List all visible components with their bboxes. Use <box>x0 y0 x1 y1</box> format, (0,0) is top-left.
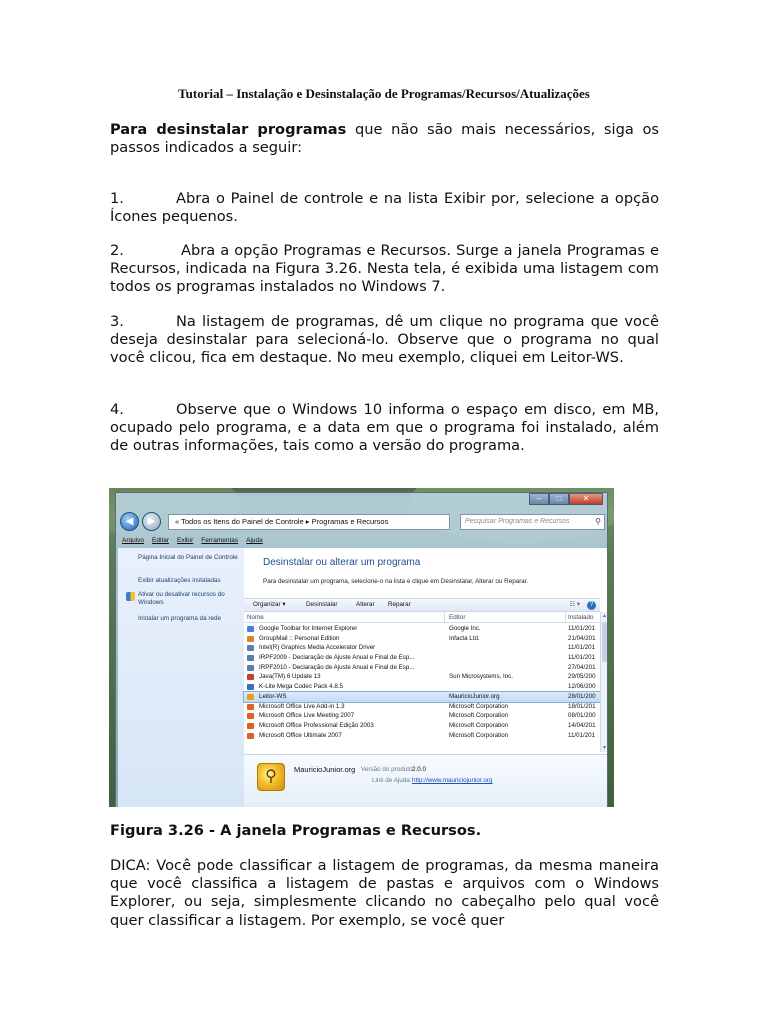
column-name[interactable]: Nome <box>247 614 264 621</box>
program-install-date: 27/04/201 <box>568 663 596 671</box>
program-row[interactable] <box>244 692 600 702</box>
step-number: 2. <box>110 242 124 259</box>
column-installed[interactable]: Instalado <box>568 614 594 621</box>
link-installed-updates[interactable]: Exibir atualizações instaladas <box>138 577 221 584</box>
window-frame <box>115 492 608 807</box>
address-row <box>120 511 605 533</box>
menu-editar[interactable]: Editar <box>152 537 170 544</box>
details-publisher: MauricioJunior.org <box>294 765 356 774</box>
program-install-date: 18/01/201 <box>568 702 596 710</box>
program-install-date: 21/04/201 <box>568 634 596 642</box>
program-row[interactable] <box>244 643 600 653</box>
column-divider <box>565 612 566 623</box>
menu-ajuda[interactable]: Ajuda <box>246 537 263 544</box>
change-button[interactable]: Alterar <box>356 601 375 608</box>
menu-arquivo[interactable]: Arquivo <box>122 537 145 544</box>
step-2 <box>110 242 659 297</box>
link-control-panel-home[interactable]: Página Inicial do Painel de Controle <box>138 554 238 561</box>
step-1 <box>110 190 659 226</box>
program-install-date: 11/01/201 <box>568 731 596 739</box>
scroll-thumb[interactable] <box>602 622 607 662</box>
program-list-header <box>244 612 600 623</box>
programs-pane <box>244 548 607 807</box>
program-name: IRPF2010 - Declaração de Ajuste Anual e Final de Esp... <box>259 663 415 671</box>
document-title: Tutorial – Instalação e Desinstalação de Programas/Recursos/Atualizações <box>178 86 590 101</box>
version-label: Versão do produto: <box>361 766 415 773</box>
step-number: 1. <box>110 190 124 207</box>
menu-ferramentas[interactable]: Ferramentas <box>201 537 239 544</box>
search-input[interactable] <box>460 514 605 530</box>
maximize-icon[interactable]: □ <box>549 493 569 505</box>
program-list <box>244 624 600 740</box>
pane-description: Para desinstalar um programa, selecione-o na lista e clique em Desinstalar, Alterar ou Reparar. <box>263 578 529 585</box>
program-install-date: 11/01/201 <box>568 625 596 632</box>
uninstall-button[interactable]: Desinstalar <box>306 601 338 608</box>
close-icon[interactable]: ✕ <box>569 493 603 505</box>
program-install-date: 12/06/200 <box>568 683 596 691</box>
program-row[interactable] <box>244 731 600 741</box>
programs-window-screenshot <box>109 488 614 807</box>
window-content <box>118 547 607 807</box>
program-row[interactable] <box>244 711 600 721</box>
menu-exibir[interactable]: Exibir <box>177 537 194 544</box>
program-publisher: Google Inc. <box>449 625 481 632</box>
program-name: Microsoft Office Live Meeting 2007 <box>259 712 355 720</box>
program-row[interactable] <box>244 663 600 673</box>
program-row[interactable] <box>244 721 600 731</box>
vertical-scrollbar[interactable] <box>600 612 607 752</box>
program-install-date: 11/01/201 <box>568 644 596 652</box>
scroll-up-icon[interactable]: ▲ <box>602 613 607 619</box>
program-publisher: Microsoft Corporation <box>449 702 509 710</box>
search-placeholder: Pesquisar Programas e Recursos <box>465 518 570 525</box>
intro-paragraph <box>110 121 659 157</box>
program-name: Java(TM) 6 Update 13 <box>259 673 321 681</box>
step-number: 3. <box>110 313 124 330</box>
program-icon: ⚲ <box>257 763 285 791</box>
help-link-label: Link de Ajuda: <box>372 777 412 784</box>
tip-paragraph: DICA: Você pode classificar a listagem de programas, da mesma maneira que você classifica a listagem de pastas e arquivos com o Windows Explorer, ou seja, simplesmente clicando no cabeçalho pelo qual você quer classificar a listagem. Por exemplo, se você quer <box>110 857 659 929</box>
program-name: GroupMail :: Personal Edition <box>259 634 340 642</box>
help-icon[interactable]: ? <box>587 601 596 610</box>
forward-arrow-icon[interactable]: ▶ <box>142 512 161 531</box>
program-publisher: Sun Microsystems, Inc. <box>449 673 513 681</box>
menu-bar <box>116 535 607 546</box>
step-text: Observe que o Windows 10 informa o espaço em disco, em MB, ocupado pelo programa, e a data em que o programa foi instalado, além de outras informações, tais como a versão do programa. <box>110 401 659 455</box>
program-install-date: 28/01/200 <box>568 692 596 700</box>
pane-heading: Desinstalar ou alterar um programa <box>263 557 421 568</box>
view-options-icon[interactable]: ☷ ▾ <box>569 601 580 608</box>
step-text: Abra a opção Programas e Recursos. Surge a janela Programas e Recursos, indicada na Figura 3.26. Nesta tela, é exibida uma listagem com todos os programas instalados no Windows 7. <box>110 242 659 296</box>
program-name: Intel(R) Graphics Media Accelerator Driver <box>259 644 376 652</box>
program-row[interactable] <box>244 702 600 712</box>
address-bar[interactable]: « Todos os Itens do Painel de Controle ▸ Programas e Recursos <box>168 514 450 530</box>
program-install-date: 14/04/201 <box>568 721 596 729</box>
program-row[interactable] <box>244 682 600 692</box>
step-number: 4. <box>110 401 124 418</box>
window-controls <box>529 493 603 505</box>
task-pane <box>118 548 244 807</box>
link-windows-features[interactable]: Ativar ou desativar recursos do Windows <box>138 591 225 606</box>
program-publisher: Microsoft Corporation <box>449 721 509 729</box>
program-install-date: 08/01/200 <box>568 712 596 720</box>
minimize-icon[interactable]: – <box>529 493 549 505</box>
link-install-from-network[interactable]: Instalar um programa da rede <box>138 615 221 622</box>
program-publisher: MauricioJunior.org <box>449 692 500 700</box>
program-name: Microsoft Office Ultimate 2007 <box>259 731 342 739</box>
search-icon[interactable]: ⚲ <box>595 517 601 526</box>
program-name: IRPF2009 - Declaração de Ajuste Anual e Final de Esp... <box>259 654 415 662</box>
column-divider <box>444 612 445 623</box>
program-publisher: Microsoft Corporation <box>449 712 509 720</box>
organize-button[interactable]: Organizar ▾ <box>253 601 286 608</box>
back-arrow-icon[interactable]: ◀ <box>120 512 139 531</box>
repair-button[interactable]: Reparar <box>388 601 411 608</box>
column-publisher[interactable]: Editor <box>449 614 466 621</box>
program-install-date: 11/01/201 <box>568 654 596 662</box>
step-3 <box>110 313 659 368</box>
program-name: Microsoft Office Live Add-in 1.3 <box>259 702 345 710</box>
scroll-down-icon[interactable]: ▼ <box>602 745 607 751</box>
program-row[interactable] <box>244 634 600 644</box>
step-4 <box>110 401 659 456</box>
help-link[interactable]: http://www.mauriciojunior.org <box>412 777 493 784</box>
program-name: Microsoft Office Professional Edição 2003 <box>259 721 374 729</box>
details-pane <box>244 754 607 807</box>
step-text: Abra o Painel de controle e na lista Exibir por, selecione a opção Ícones pequenos. <box>110 190 659 226</box>
intro-bold: Para desinstalar programas <box>110 121 347 138</box>
program-row[interactable] <box>244 624 600 634</box>
program-name: Google Toolbar for Internet Explorer <box>259 625 358 632</box>
programs-toolbar <box>244 598 600 612</box>
program-install-date: 29/05/200 <box>568 673 596 681</box>
step-text: Na listagem de programas, dê um clique no programa que você deseja desinstalar para selecioná-lo. Observe que o programa no qual você clicou, fica em destaque. No meu exemplo, cliquei em Leitor-WS. <box>110 313 659 367</box>
version-value: 2.0.0 <box>412 766 427 773</box>
program-publisher: Infacta Ltd. <box>449 634 480 642</box>
program-row[interactable] <box>244 672 600 682</box>
program-name: K-Lite Mega Codec Pack 4.8.5 <box>259 683 343 691</box>
program-publisher: Microsoft Corporation <box>449 731 509 739</box>
intro-rest: que não são mais necessários, siga os passos indicados a seguir: <box>110 121 659 157</box>
program-name: Leitor-WS <box>259 692 287 700</box>
figure-caption: Figura 3.26 - A janela Programas e Recursos. <box>110 822 482 839</box>
program-row[interactable] <box>244 653 600 663</box>
shield-icon <box>126 592 135 601</box>
